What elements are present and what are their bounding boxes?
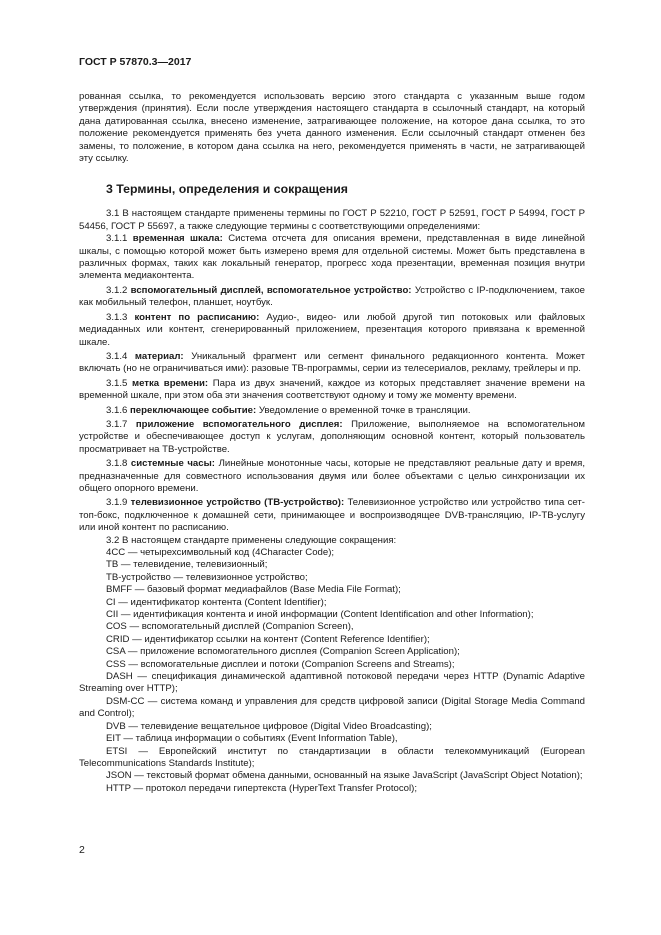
abbreviation-item: COS — вспомогательный дисплей (Companion Screen), bbox=[106, 621, 354, 633]
abbreviations-list bbox=[79, 547, 585, 795]
abbreviation-item: JSON — текстовый формат обмена данными, основанный на языке JavaScript (JavaScript Object Notation); bbox=[106, 770, 583, 782]
term-number: 3.1.3 bbox=[106, 311, 128, 323]
term-3-1-3 bbox=[79, 312, 585, 349]
term-number: 3.1.2 bbox=[106, 284, 128, 296]
term-number: 3.1.9 bbox=[106, 497, 128, 509]
document-header: ГОСТ Р 57870.3—2017 bbox=[79, 56, 192, 68]
term-number: 3.1.1 bbox=[106, 233, 128, 245]
terms-list bbox=[79, 233, 585, 534]
abbreviation-item: BMFF — базовый формат медиафайлов (Base Media File Format); bbox=[106, 584, 401, 596]
term-number: 3.1.5 bbox=[106, 377, 128, 389]
abbreviation-item: ETSI — Европейский институт по стандартизации в области телекоммуникаций (European Telecommunications Standards Institute); bbox=[79, 745, 585, 769]
page-body bbox=[79, 91, 585, 795]
term-name: системные часы: bbox=[130, 458, 215, 470]
term-number: 3.1.4 bbox=[106, 350, 128, 362]
abbreviation-item: ТВ-устройство — телевизионное устройство; bbox=[106, 571, 308, 583]
term-definition: Уникальный фрагмент или сегмент финального редакционного контента. Может включать (но не ограничиваться ими): разовые ТВ-программы, серии из телесериалов, рекламу, трейлеры и пр. bbox=[79, 350, 585, 375]
term-3-1-9 bbox=[79, 497, 585, 534]
intro-paragraph: рованная ссылка, то рекомендуется использовать версию этого стандарта с указанным выше годом утверждения (принятия). Если после утверждения настоящего стандарта в ссылочный стандарт, на который дана датированная ссылка, внесено изменение, затрагивающее положение, на которое дана ссылка, то это положение рекомендуется применять без учета данного изменения. Если ссылочный стандарт отменен без замены, то положение, в котором дана ссылка на него, рекомендуется применять в части, не затрагивающей эту ссылку. bbox=[79, 91, 585, 165]
abbreviation-item: EIT — таблица информации о событиях (Event Information Table), bbox=[106, 733, 398, 745]
term-3-1-2 bbox=[79, 285, 585, 310]
abbreviation-item: DVB — телевидение вещательное цифровое (Digital Video Broadcasting); bbox=[106, 720, 432, 732]
clause-3-1: 3.1 В настоящем стандарте применены термины по ГОСТ Р 52210, ГОСТ Р 52591, ГОСТ Р 54994, ГОСТ Р 54456, ГОСТ Р 55697, а также следующие термины с соответствующими определениями: bbox=[79, 208, 585, 232]
term-definition: Аудио-, видео- или любой другой тип потоковых или файловых медиаданных или контент, сгенерированный приложением, презентация которого привязана к временной шкале. bbox=[79, 311, 585, 348]
term-3-1-5 bbox=[79, 378, 585, 403]
abbreviation-item: CSA — приложение вспомогательного дисплея (Companion Screen Application); bbox=[106, 646, 460, 658]
term-number: 3.1.8 bbox=[106, 458, 128, 470]
term-definition: Пара из двух значений, каждое из которых представляет значение времени на временной шкале, при этом оба эти значения соответствуют одному и тому же моменту времени. bbox=[79, 377, 585, 402]
term-definition: Телевизионное устройство или устройство типа сет-топ-бокс, подключенное к домашней сети, принимающее и воспроизводящее DVB-трансляцию, IP-ТВ-услугу или иной контент по расписанию. bbox=[79, 497, 585, 534]
term-number: 3.1.6 bbox=[106, 404, 128, 416]
abbreviation-item: CSS — вспомогательные дисплеи и потоки (Companion Screens and Streams); bbox=[106, 658, 455, 670]
term-name: материал: bbox=[134, 350, 184, 362]
term-name: переключающее событие: bbox=[130, 404, 257, 416]
term-name: контент по расписанию: bbox=[134, 311, 260, 323]
abbreviation-item: CRID — идентификатор ссылки на контент (Content Reference Identifier); bbox=[106, 633, 430, 645]
term-number: 3.1.7 bbox=[106, 418, 128, 430]
term-3-1-1 bbox=[79, 233, 585, 283]
abbreviation-item: DSM-CC — система команд и управления для средств цифровой записи (Digital Storage Media Command and Control); bbox=[79, 695, 585, 720]
term-3-1-7 bbox=[79, 419, 585, 456]
term-3-1-4 bbox=[79, 351, 585, 376]
term-name: временная шкала: bbox=[132, 233, 223, 245]
section-title: 3 Термины, определения и сокращения bbox=[106, 182, 348, 197]
term-name: телевизионное устройство (ТВ-устройство): bbox=[130, 497, 345, 509]
term-definition: Приложение, выполняемое на вспомогательном устройстве и обеспечивающее доступ к услугам, дополняющим основной контент, который пользователь просматривает на ТВ-устройстве. bbox=[79, 418, 585, 455]
term-definition: Устройство с IP-подключением, такое как мобильный телефон, планшет, ноутбук. bbox=[79, 284, 586, 309]
abbreviation-item: HTTP — протокол передачи гипертекста (HyperText Transfer Protocol); bbox=[106, 782, 417, 794]
abbreviation-item: 4CC — четырехсимвольный код (4Character Code); bbox=[106, 547, 335, 558]
page-number: 2 bbox=[79, 844, 85, 856]
term-name: приложение вспомогательного дисплея: bbox=[135, 418, 343, 430]
term-name: метка времени: bbox=[132, 377, 209, 389]
clause-3-2: 3.2 В настоящем стандарте применены следующие сокращения: bbox=[106, 534, 397, 546]
abbreviation-item: CII — идентификация контента и иной информации (Content Identification and other Information); bbox=[106, 609, 534, 621]
abbreviation-item: CI — идентификатор контента (Content Identifier); bbox=[106, 596, 327, 608]
term-definition: Уведомление о временной точке в трансляции. bbox=[258, 404, 471, 416]
term-name: вспомогательный дисплей, вспомогательное устройство: bbox=[130, 284, 412, 296]
abbreviation-item: DASH — спецификация динамической адаптивной потоковой передачи через HTTP (Dynamic Adaptive Streaming over HTTP); bbox=[79, 671, 585, 695]
abbreviation-item: ТВ — телевидение, телевизионный; bbox=[106, 559, 268, 571]
term-3-1-8 bbox=[79, 458, 585, 495]
term-definition: Система отсчета для описания времени, представленная в виде линейной шкалы, с помощью которой может быть измерено время для отдельной системы. Может быть представлена в различных формах, таких как локальный генератор, прогресс хода презентации, временная позиция внутри элемента медиаконтента. bbox=[79, 233, 585, 282]
term-definition: Линейные монотонные часы, которые не представляют реальные дату и время, предназначенные для совместного использования двумя или более объектами с целью синхронизации их общего опорного времени. bbox=[79, 458, 585, 494]
term-3-1-6 bbox=[79, 405, 585, 417]
